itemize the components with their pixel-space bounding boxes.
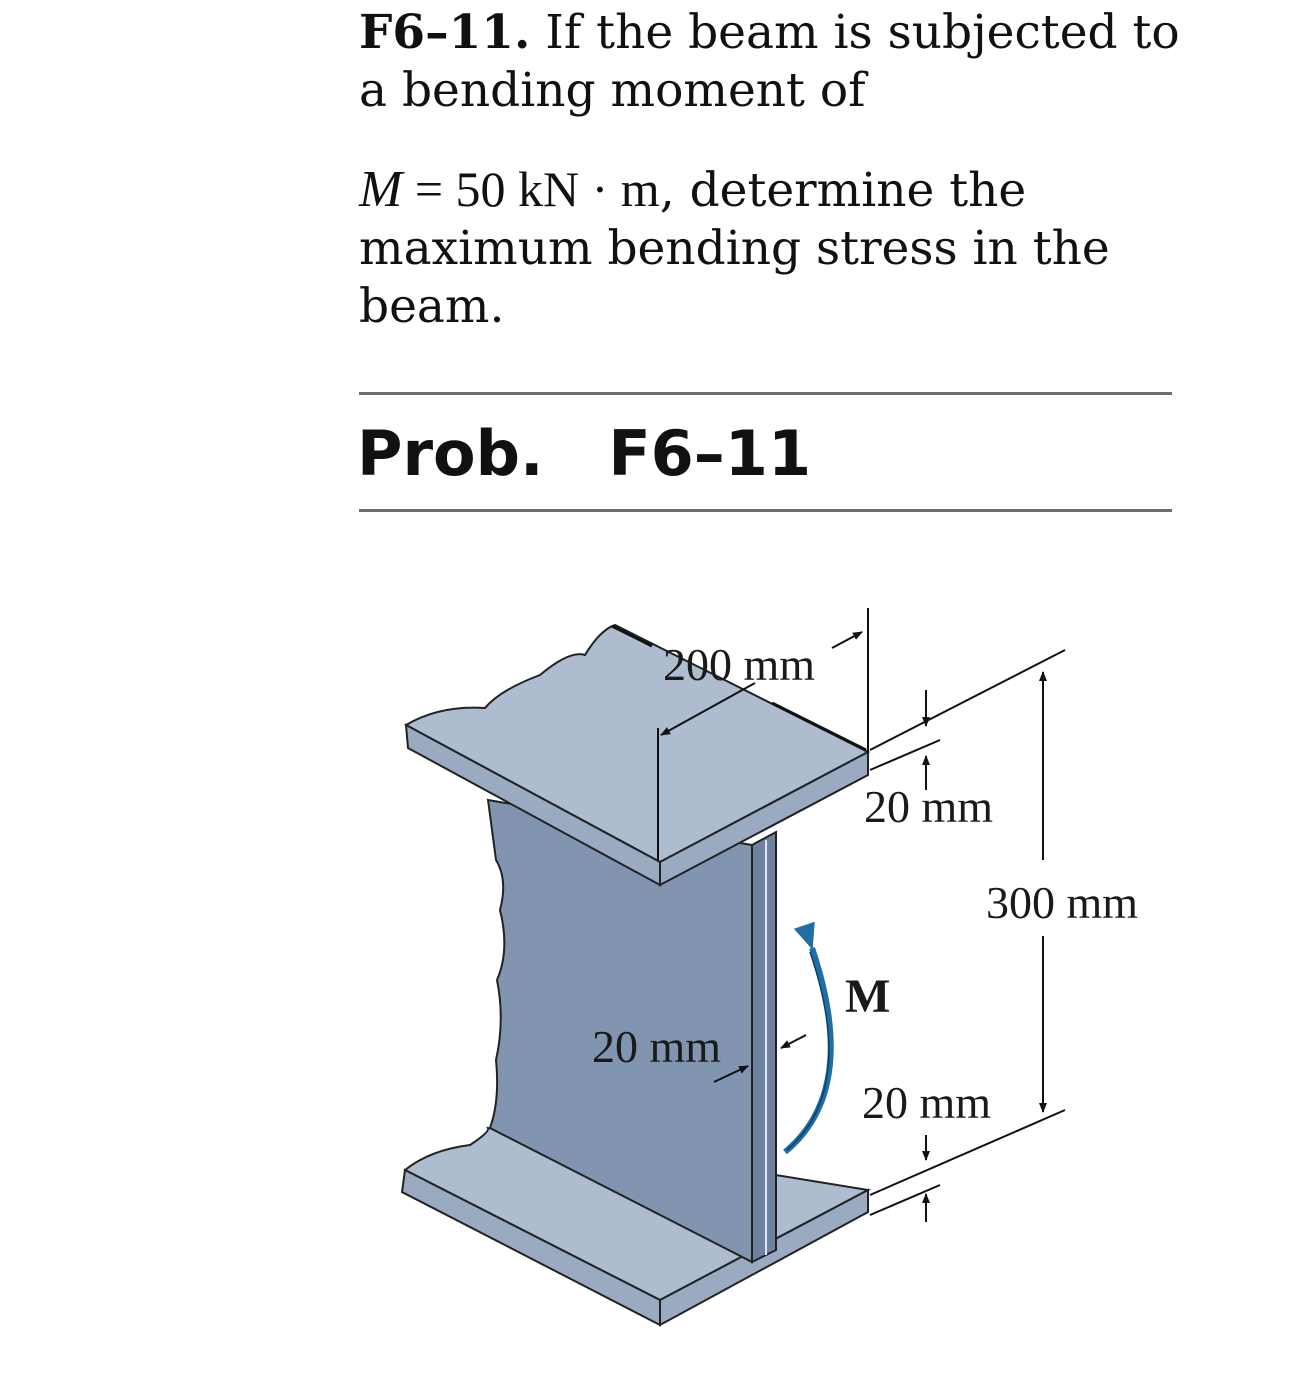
moment-value: 50 kN · m [455, 161, 660, 217]
top-flange-thickness-dimension [864, 650, 1065, 832]
moment-arrow-curve [785, 948, 831, 1152]
moment-label: M [845, 970, 891, 1023]
bottom-flange-thickness-label: 20 mm [862, 1077, 992, 1128]
web-side-edge [752, 832, 776, 1262]
flange-width-label: 200 mm [663, 639, 816, 690]
total-depth-label: 300 mm [986, 877, 1139, 928]
bottom-flange-thickness-dimension [862, 1077, 1065, 1222]
problem-text-rest: , determine the maximum bending stress in the beam. [359, 163, 1110, 334]
problem-number: F6–11. [359, 5, 531, 60]
top-flange-thickness-label: 20 mm [864, 781, 994, 832]
problem-text-line1: If the beam is subjected to a bending moment of [359, 5, 1180, 118]
moment-symbol: M [359, 161, 403, 218]
web-thickness-label: 20 mm [592, 1021, 722, 1072]
equals-sign: = [402, 161, 456, 217]
caption-prob-number: F6–11 [608, 417, 812, 490]
caption-prob-word: Prob. [357, 417, 544, 490]
total-depth-dimension [986, 672, 1138, 1112]
